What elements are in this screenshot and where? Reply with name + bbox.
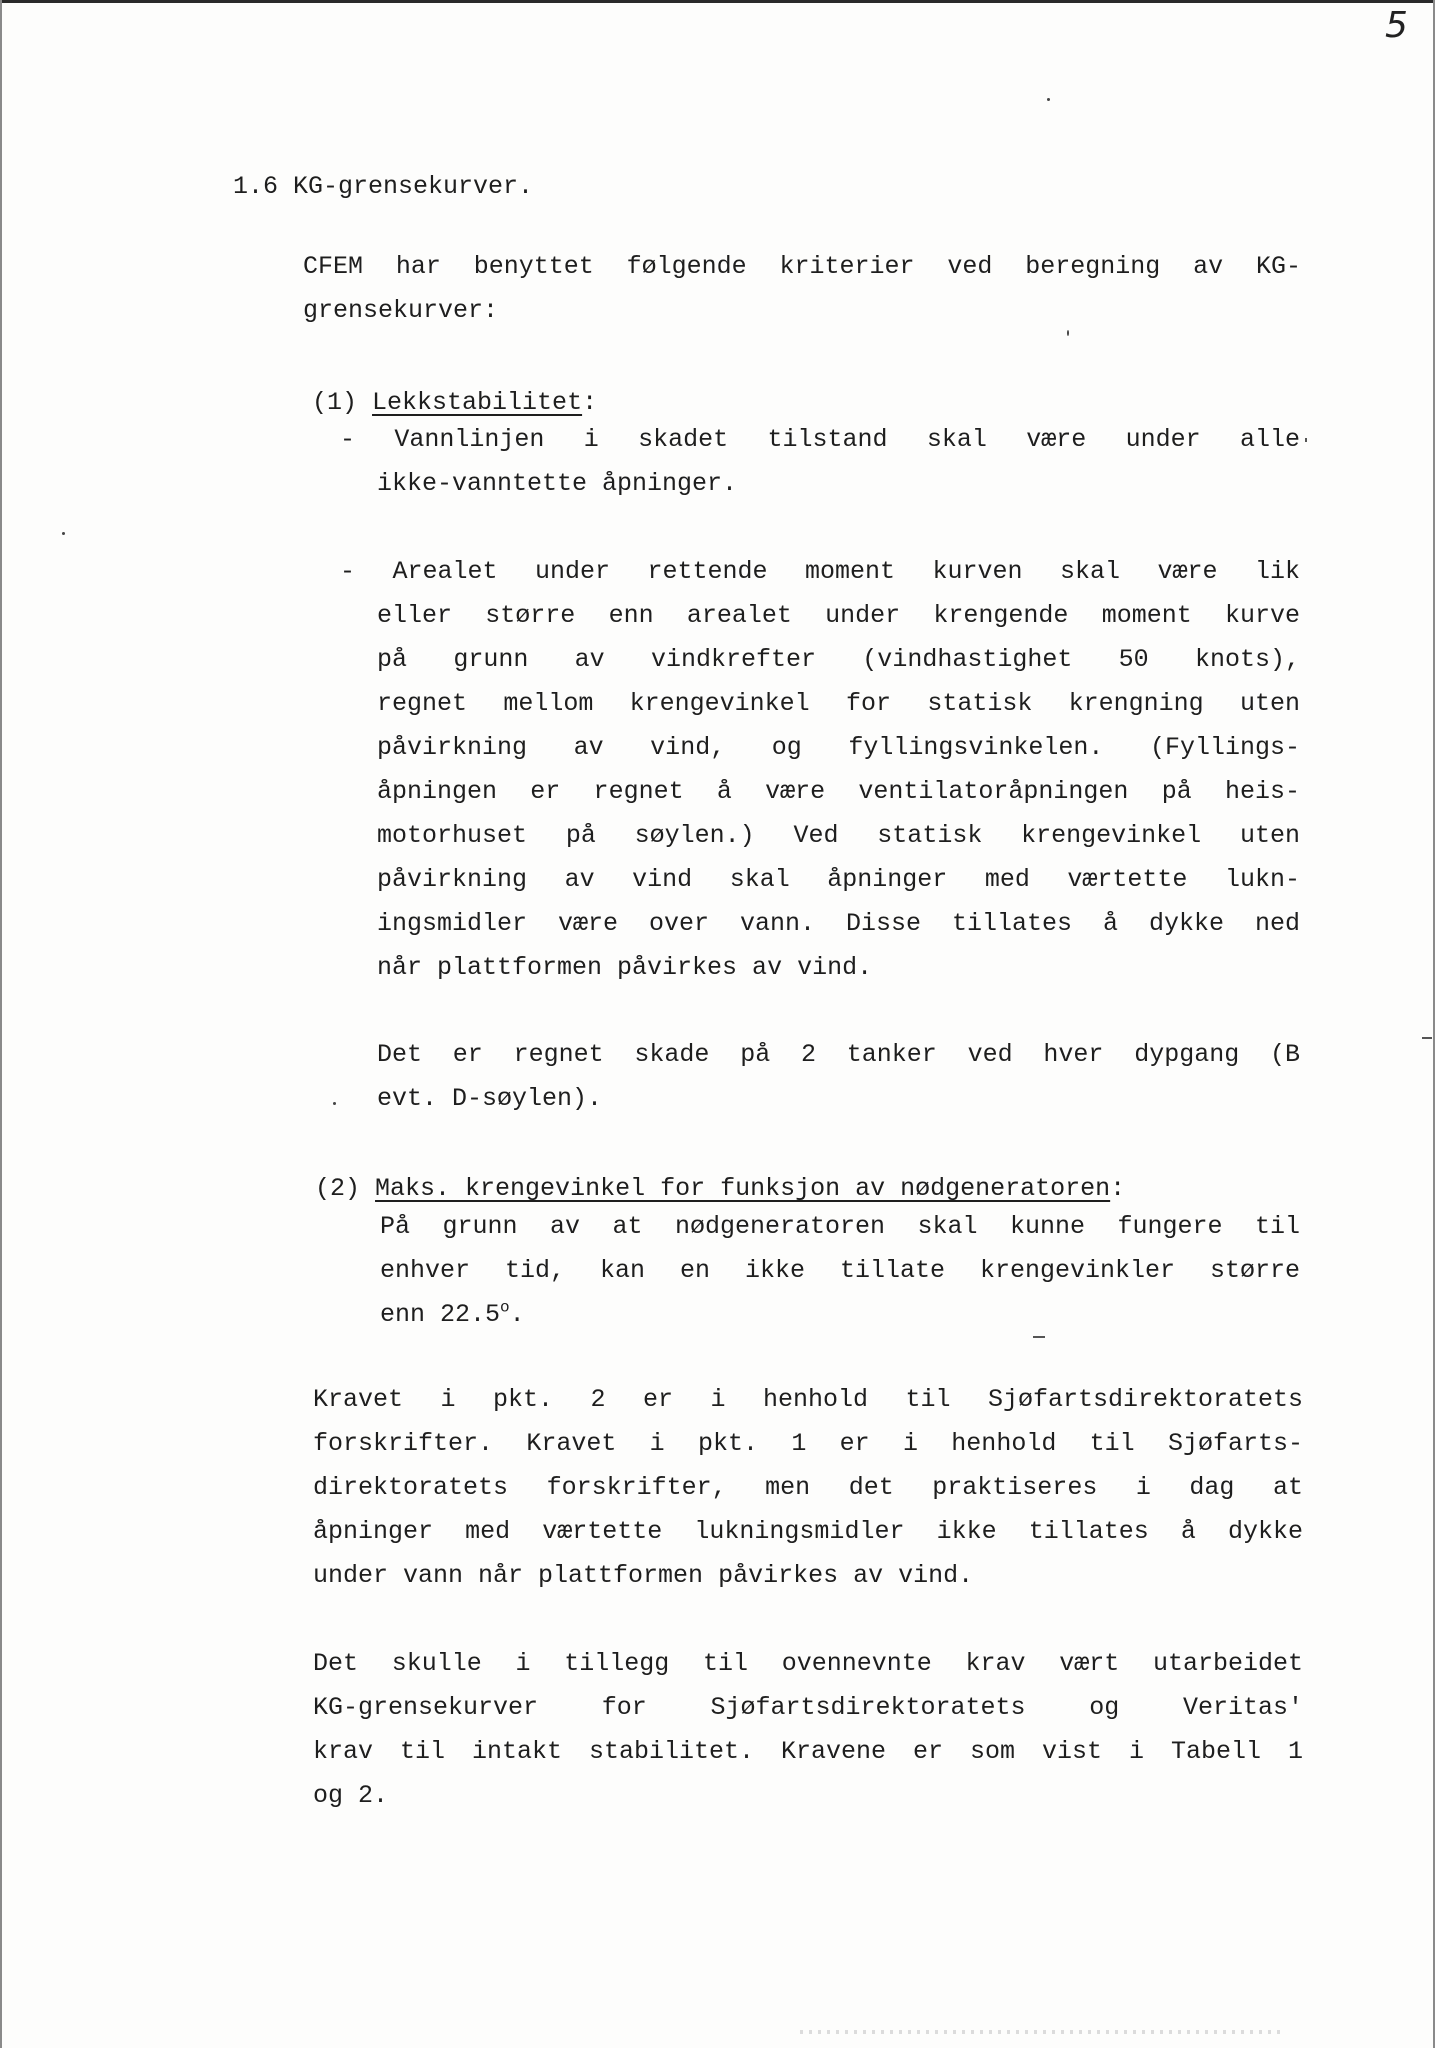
criterion-1-colon: :: [582, 388, 598, 417]
paragraph-2-line-3: krav til intakt stabilitet. Kravene er som vist i Tabell 1: [313, 1737, 1303, 1766]
bullet-2-line-2: eller større enn arealet under krengende moment kurve: [377, 601, 1300, 630]
degree-superscript: o: [500, 1298, 510, 1317]
bullet-2-line-7: motorhuset på søylen.) Ved statisk krengevinkel uten: [377, 821, 1300, 850]
paragraph-2-line-1: Det skulle i tillegg til ovennevnte krav vært utarbeidet: [313, 1649, 1303, 1678]
paragraph-1-line-5: under vann når plattformen påvirkes av vind.: [313, 1561, 974, 1590]
criterion-2-line-2: enhver tid, kan en ikke tillate krengevinkler større: [380, 1256, 1300, 1285]
criterion-1-title: Lekkstabilitet: [372, 388, 583, 417]
bullet-2-line-4: regnet mellom krengevinkel for statisk krengning uten: [377, 689, 1300, 718]
scan-speck: [1067, 330, 1069, 336]
scan-noise-bottom: [800, 2030, 1280, 2034]
criterion-1-number: (1): [312, 388, 358, 417]
scan-mark: [1422, 1037, 1432, 1039]
criterion-2-title: Maks. krengevinkel for funksjon av nødgeneratoren: [375, 1174, 1111, 1203]
scan-speck: [1047, 98, 1050, 101]
paragraph-2-line-2: KG-grensekurver for Sjøfartsdirektoratets og Veritas': [313, 1693, 1303, 1722]
scan-mark: [1033, 1336, 1045, 1338]
intro-line-2: grensekurver:: [303, 296, 499, 325]
criterion-2-colon: :: [1110, 1174, 1126, 1203]
bullet-1-line-1: - Vannlinjen i skadet tilstand skal være under alle: [340, 425, 1300, 454]
criterion-2-line-1: På grunn av at nødgeneratoren skal kunne fungere til: [380, 1212, 1300, 1241]
scan-edge-left: [0, 0, 2, 2048]
scan-mark: [1305, 438, 1307, 442]
bullet-2-line-9: ingsmidler være over vann. Disse tillates å dykke ned: [377, 909, 1300, 938]
scan-speck: [62, 532, 65, 535]
criterion-2-period: .: [509, 1300, 525, 1329]
scan-edge-top: [0, 0, 1435, 3]
bullet-2-line-6: åpningen er regnet å være ventilatoråpningen på heis-: [377, 777, 1300, 806]
paragraph-1-line-2: forskrifter. Kravet i pkt. 1 er i henhold til Sjøfarts-: [313, 1429, 1303, 1458]
intro-line-1: CFEM har benyttet følgende kriterier ved beregning av KG-: [303, 252, 1301, 281]
section-heading: 1.6 KG-grensekurver.: [233, 172, 534, 201]
paragraph-1-line-1: Kravet i pkt. 2 er i henhold til Sjøfartsdirektoratets: [313, 1385, 1303, 1414]
paragraph-1-line-3: direktoratets forskrifter, men det praktiseres i dag at: [313, 1473, 1303, 1502]
paragraph-2-line-4: og 2.: [313, 1781, 389, 1810]
bullet-2-line-10: når plattformen påvirkes av vind.: [377, 953, 873, 982]
bullet-2-line-8: påvirkning av vind skal åpninger med værtette lukn-: [377, 865, 1300, 894]
damage-note-line-1: Det er regnet skade på 2 tanker ved hver dypgang (B: [377, 1040, 1300, 1069]
damage-note-line-2: evt. D-søylen).: [377, 1084, 603, 1113]
criterion-2-line-3: [380, 1293, 525, 1337]
scan-speck: [333, 1102, 336, 1105]
page-number: 5: [1385, 5, 1408, 46]
criterion-2-number: (2): [315, 1174, 361, 1203]
criterion-2-angle-text: enn 22.5: [380, 1300, 501, 1329]
bullet-2-line-5: påvirkning av vind, og fyllingsvinkelen. (Fyllings-: [377, 733, 1300, 762]
paragraph-1-line-4: åpninger med værtette lukningsmidler ikke tillates å dykke: [313, 1517, 1303, 1546]
bullet-2-line-3: på grunn av vindkrefter (vindhastighet 50 knots),: [377, 645, 1300, 674]
bullet-1-line-2: ikke-vanntette åpninger.: [377, 469, 738, 498]
bullet-2-line-1: - Arealet under rettende moment kurven skal være lik: [340, 557, 1300, 586]
